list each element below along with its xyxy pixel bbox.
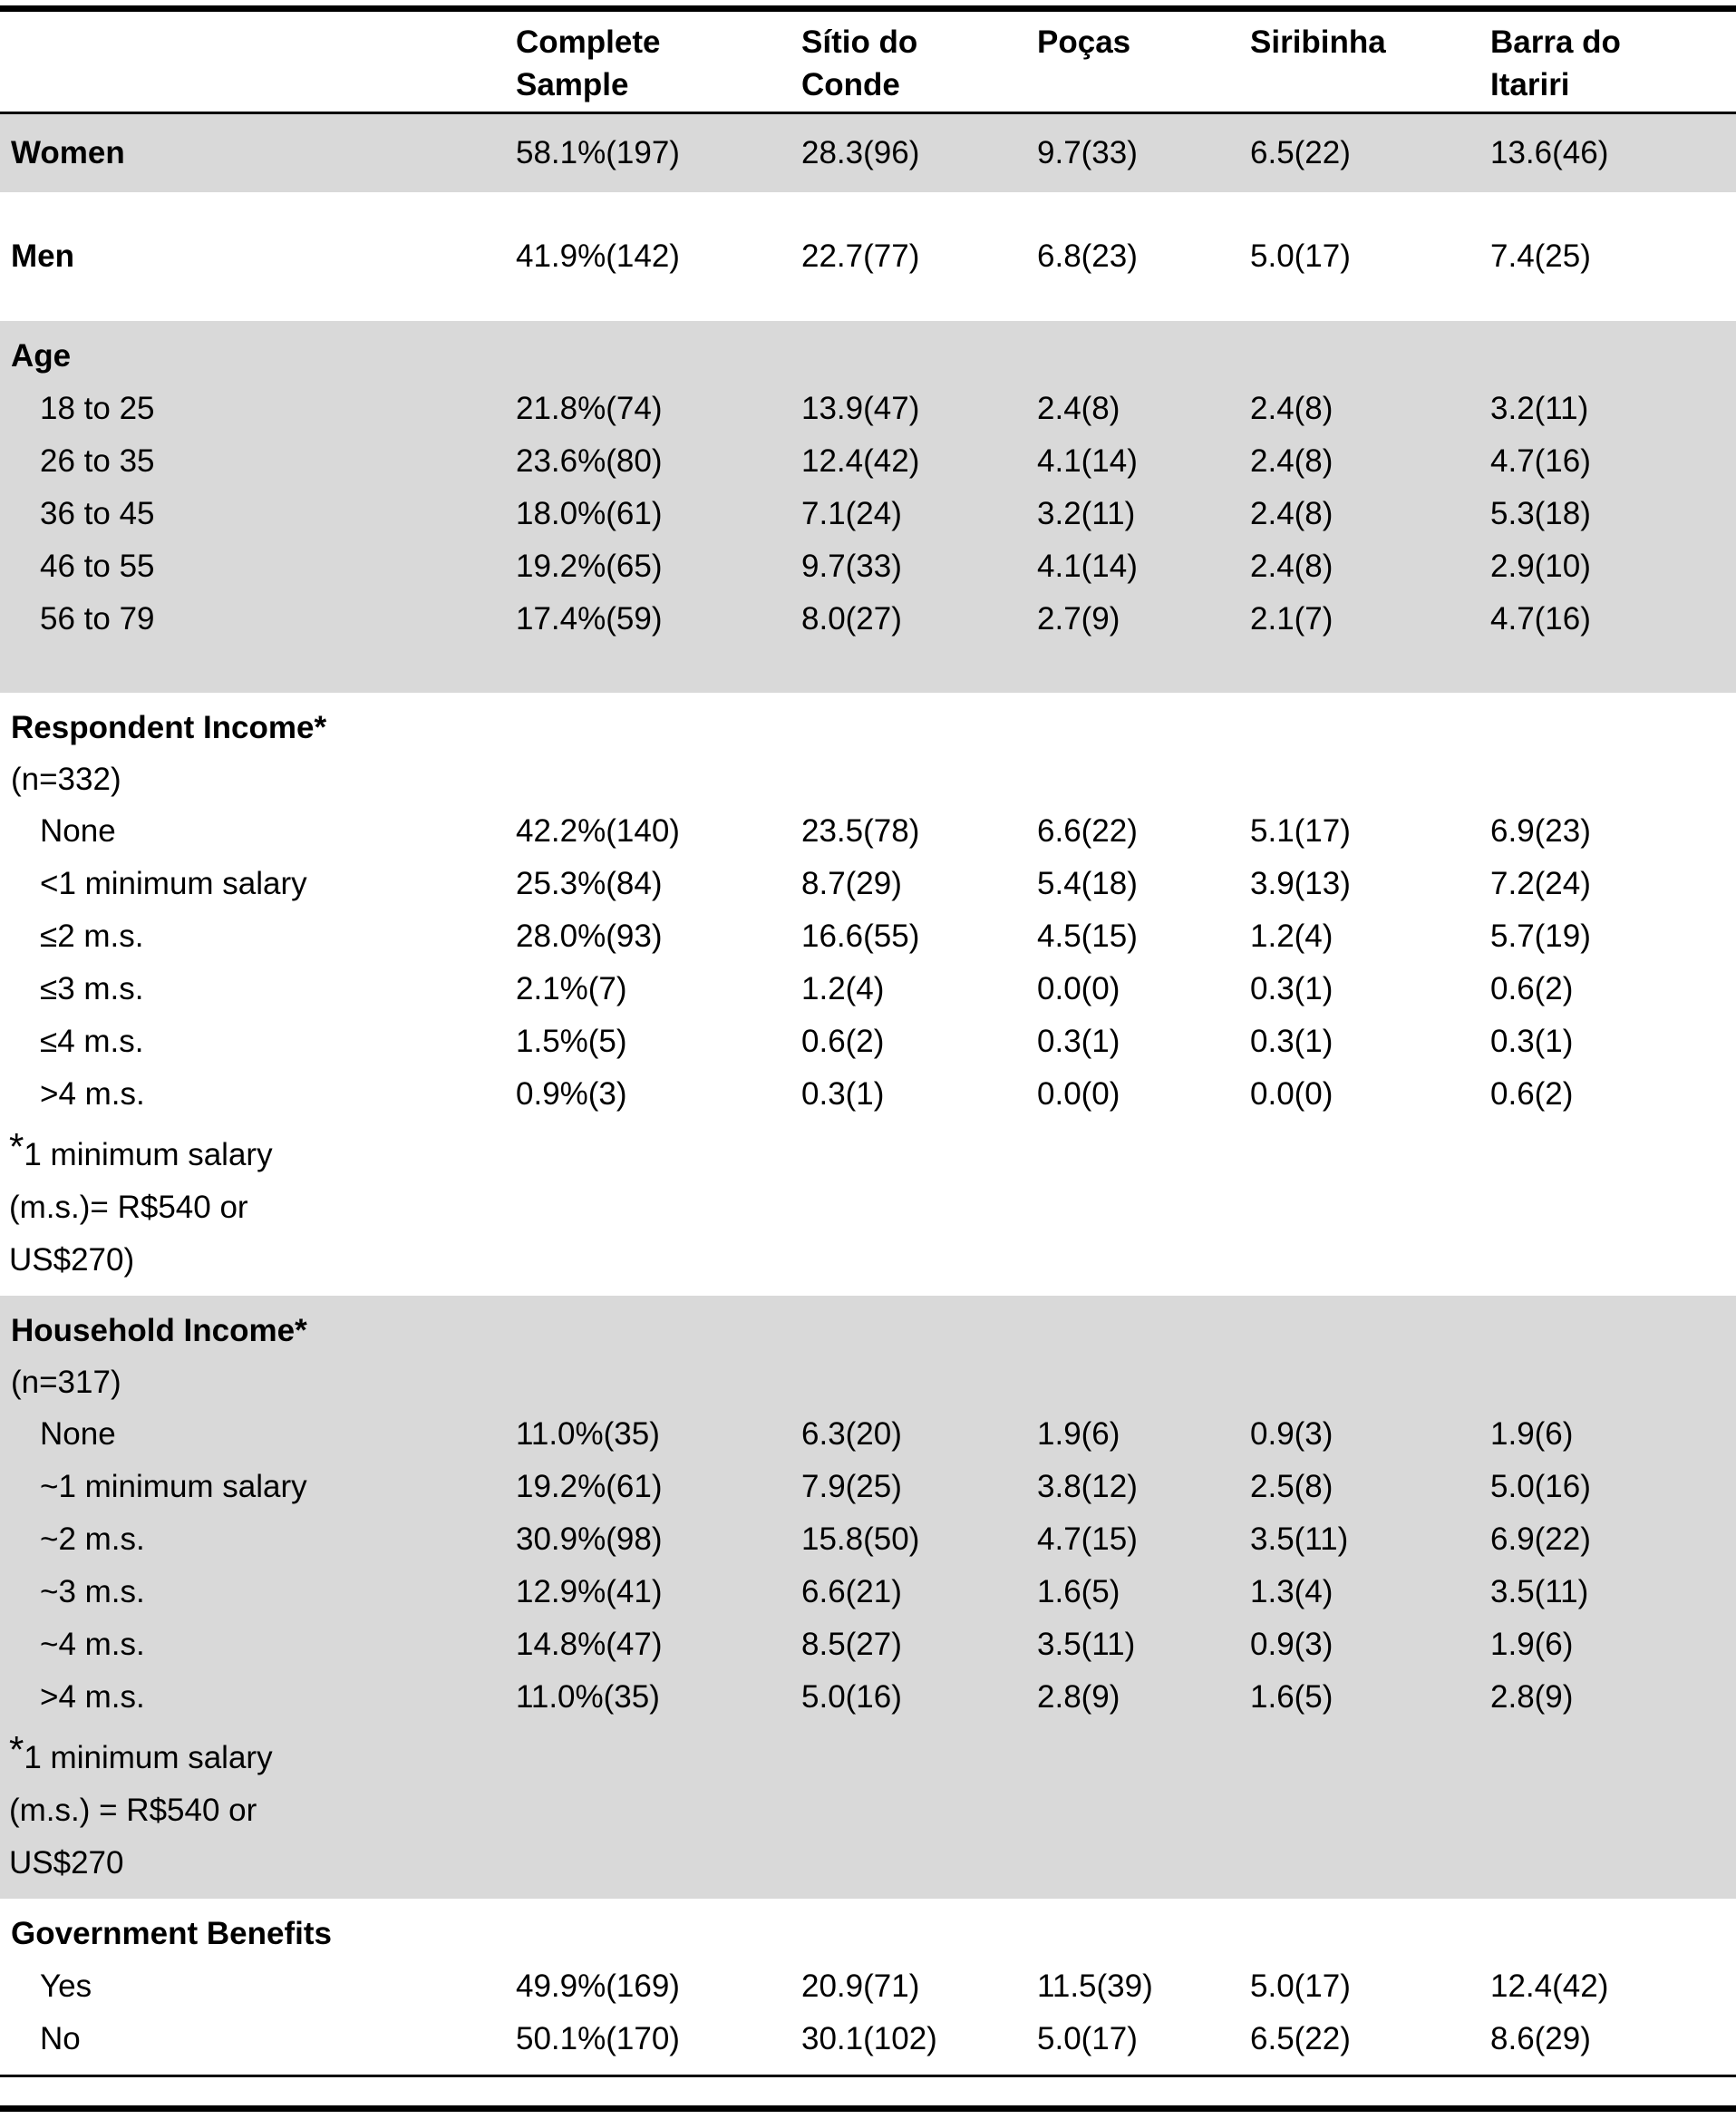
row-label: ~4 m.s.: [40, 1627, 145, 1662]
row-label: None: [40, 813, 116, 849]
cell-value: 3.2(11): [1037, 496, 1136, 531]
cell-value: 1.6(5): [1037, 1574, 1120, 1609]
cell-value: 0.3(1): [1037, 1024, 1120, 1059]
cell-value: 6.5(22): [1250, 135, 1351, 170]
cell-value: 8.6(29): [1490, 2021, 1591, 2056]
cell-value: 7.2(24): [1490, 866, 1591, 901]
cell-value: 0.9(3): [1250, 1627, 1334, 1662]
cell-value: 22.7(77): [801, 238, 920, 274]
table-row: [0, 910, 1736, 963]
cell-value: 3.8(12): [1037, 1469, 1138, 1504]
cell-value: 0.3(1): [1250, 1024, 1334, 1059]
table-row: [0, 127, 1736, 180]
cell-value: 2.9(10): [1490, 549, 1591, 584]
section-women: [0, 114, 1736, 192]
row-label: ~3 m.s.: [40, 1574, 145, 1609]
cell-value: 12.4(42): [801, 443, 920, 479]
cell-value: 1.6(5): [1250, 1679, 1334, 1715]
section-men: [0, 218, 1736, 296]
cell-value: 3.9(13): [1250, 866, 1351, 901]
row-label: >4 m.s.: [40, 1679, 145, 1715]
cell-value: 0.3(1): [801, 1076, 885, 1112]
cell-value: 6.9(22): [1490, 1521, 1591, 1557]
cell-value: 7.9(25): [801, 1469, 902, 1504]
table-row: [0, 230, 1736, 283]
row-label: 36 to 45: [40, 496, 155, 531]
cell-value: 1.9(6): [1490, 1627, 1574, 1662]
cell-value: 5.0(17): [1250, 1968, 1351, 2004]
table-row: [0, 383, 1736, 435]
cell-value: 13.6(46): [1490, 135, 1609, 170]
table-row: [0, 1068, 1736, 1121]
table-header: [0, 12, 1736, 114]
cell-value: 5.7(19): [1490, 919, 1591, 954]
cell-value: 6.9(23): [1490, 813, 1591, 849]
demographics-table: [0, 5, 1736, 2112]
cell-value: 2.8(9): [1037, 1679, 1120, 1715]
cell-value: 4.1(14): [1037, 443, 1138, 479]
column-header: Sítio do Conde: [801, 24, 918, 102]
row-label: 26 to 35: [40, 443, 155, 479]
cell-value: 4.1(14): [1037, 549, 1138, 584]
cell-value: 5.0(16): [1490, 1469, 1591, 1504]
cell-value: 19.2%(65): [516, 549, 663, 584]
cell-value: 14.8%(47): [516, 1627, 663, 1662]
cell-value: 2.7(9): [1037, 601, 1120, 637]
cell-value: 12.4(42): [1490, 1968, 1609, 2004]
cell-value: 5.1(17): [1250, 813, 1351, 849]
cell-value: 3.2(11): [1490, 391, 1589, 426]
section-subheader: (n=317): [11, 1365, 121, 1400]
cell-value: 2.4(8): [1250, 496, 1334, 531]
footnote-asterisk: *: [9, 1125, 24, 1168]
cell-value: 2.8(9): [1490, 1679, 1574, 1715]
footnote: [0, 1121, 1736, 1287]
cell-value: 0.0(0): [1037, 971, 1120, 1006]
cell-value: 49.9%(169): [516, 1968, 680, 2004]
row-label: Women: [11, 135, 125, 170]
cell-value: 4.7(16): [1490, 443, 1591, 479]
cell-value: 8.7(29): [801, 866, 902, 901]
cell-value: 2.4(8): [1250, 391, 1334, 426]
footnote-line: (m.s.)= R$540 or: [9, 1190, 248, 1225]
cell-value: 3.5(11): [1037, 1627, 1136, 1662]
cell-value: 0.6(2): [1490, 1076, 1574, 1112]
cell-value: 17.4%(59): [516, 601, 663, 637]
section-spacer: [0, 296, 1736, 321]
footnote-asterisk: *: [9, 1728, 24, 1771]
cell-value: 5.4(18): [1037, 866, 1138, 901]
table-row: [0, 805, 1736, 858]
cell-value: 25.3%(84): [516, 866, 663, 901]
cell-value: 2.4(8): [1250, 443, 1334, 479]
footnote-text: 1 minimum salary: [24, 1137, 273, 1172]
cell-value: 2.1(7): [1250, 601, 1334, 637]
cell-value: 28.0%(93): [516, 919, 663, 954]
cell-value: 2.5(8): [1250, 1469, 1334, 1504]
cell-value: 0.9(3): [1250, 1416, 1334, 1452]
cell-value: 4.7(16): [1490, 601, 1591, 637]
cell-value: 2.4(8): [1250, 549, 1334, 584]
cell-value: 23.6%(80): [516, 443, 663, 479]
cell-value: 15.8(50): [801, 1521, 920, 1557]
cell-value: 2.1%(7): [516, 971, 627, 1006]
cell-value: 0.0(0): [1037, 1076, 1120, 1112]
cell-value: 0.9%(3): [516, 1076, 627, 1112]
section-header: Government Benefits: [11, 1916, 332, 1951]
table-row: [0, 1016, 1736, 1068]
row-label: ≤3 m.s.: [40, 971, 144, 1006]
cell-value: 11.0%(35): [516, 1679, 660, 1715]
footnote-line: [9, 1126, 1736, 1181]
row-label: Men: [11, 238, 74, 274]
section-header: Household Income*: [11, 1313, 307, 1348]
row-label: 18 to 25: [40, 391, 155, 426]
cell-value: 41.9%(142): [516, 238, 680, 274]
cell-value: 42.2%(140): [516, 813, 680, 849]
cell-value: 23.5(78): [801, 813, 920, 849]
column-header: Siribinha: [1250, 24, 1386, 60]
column-header: Barra do Itariri: [1490, 24, 1621, 102]
cell-value: 5.3(18): [1490, 496, 1591, 531]
footnote-line: [9, 1729, 1736, 1784]
section-respondent-income: [0, 693, 1736, 1296]
cell-value: 9.7(33): [801, 549, 902, 584]
cell-value: 1.2(4): [1250, 919, 1334, 954]
cell-value: 3.5(11): [1490, 1574, 1589, 1609]
cell-value: 2.4(8): [1037, 391, 1120, 426]
cell-value: 0.6(2): [801, 1024, 885, 1059]
cell-value: 21.8%(74): [516, 391, 663, 426]
row-label: 56 to 79: [40, 601, 155, 637]
cell-value: 5.0(17): [1250, 238, 1351, 274]
table-row: [0, 488, 1736, 540]
row-label: <1 minimum salary: [40, 866, 307, 901]
cell-value: 30.1(102): [801, 2021, 937, 2056]
cell-value: 19.2%(61): [516, 1469, 663, 1504]
cell-value: 18.0%(61): [516, 496, 663, 531]
cell-value: 0.0(0): [1250, 1076, 1334, 1112]
section-household-income: [0, 1296, 1736, 1899]
row-label: None: [40, 1416, 116, 1452]
cell-value: 1.3(4): [1250, 1574, 1334, 1609]
row-label: ≤4 m.s.: [40, 1024, 144, 1059]
cell-value: 1.2(4): [801, 971, 885, 1006]
column-header: Complete Sample: [516, 24, 661, 102]
column-header: Poças: [1037, 24, 1131, 60]
row-label: 46 to 55: [40, 549, 155, 584]
cell-value: 13.9(47): [801, 391, 920, 426]
row-label: ~2 m.s.: [40, 1521, 145, 1557]
cell-value: 7.4(25): [1490, 238, 1591, 274]
row-label: >4 m.s.: [40, 1076, 145, 1112]
row-label: ≤2 m.s.: [40, 919, 144, 954]
cell-value: 5.0(17): [1037, 2021, 1138, 2056]
cell-value: 4.7(15): [1037, 1521, 1138, 1557]
cell-value: 0.3(1): [1250, 971, 1334, 1006]
footnote: [0, 1724, 1736, 1890]
cell-value: 6.3(20): [801, 1416, 902, 1452]
cell-value: 1.9(6): [1490, 1416, 1574, 1452]
section-header: Age: [11, 338, 72, 374]
table-row: [0, 1671, 1736, 1724]
cell-value: 6.5(22): [1250, 2021, 1351, 2056]
cell-value: 0.6(2): [1490, 971, 1574, 1006]
cell-value: 50.1%(170): [516, 2021, 680, 2056]
section-header: Respondent Income*: [11, 710, 327, 745]
section-subheader: (n=332): [11, 762, 121, 797]
footnote-text: 1 minimum salary: [24, 1740, 273, 1775]
cell-value: 11.5(39): [1037, 1968, 1153, 2004]
row-label: Yes: [40, 1968, 92, 2004]
table-body: [0, 114, 1736, 2075]
cell-value: 3.5(11): [1250, 1521, 1349, 1557]
table-row: [0, 1618, 1736, 1671]
cell-value: 28.3(96): [801, 135, 920, 170]
cell-value: 1.5%(5): [516, 1024, 627, 1059]
cell-value: 11.0%(35): [516, 1416, 660, 1452]
cell-value: 8.5(27): [801, 1627, 902, 1662]
section-spacer: [0, 192, 1736, 218]
cell-value: 58.1%(197): [516, 135, 680, 170]
table-row: [0, 858, 1736, 910]
row-label: ~1 minimum salary: [40, 1469, 307, 1504]
cell-value: 9.7(33): [1037, 135, 1138, 170]
cell-value: 8.0(27): [801, 601, 902, 637]
column-header-row: [0, 21, 1736, 106]
table-row: [0, 435, 1736, 488]
table-row: [0, 540, 1736, 593]
cell-value: 20.9(71): [801, 1968, 920, 2004]
table-row: [0, 1566, 1736, 1618]
cell-value: 12.9%(41): [516, 1574, 663, 1609]
footnote-line: US$270: [9, 1845, 124, 1881]
cell-value: 30.9%(98): [516, 1521, 663, 1557]
footnote-line: (m.s.) = R$540 or: [9, 1793, 257, 1828]
cell-value: 0.3(1): [1490, 1024, 1574, 1059]
cell-value: 6.6(21): [801, 1574, 902, 1609]
section-age: [0, 321, 1736, 693]
cell-value: 6.8(23): [1037, 238, 1138, 274]
section-government-benefits: [0, 1899, 1736, 2075]
cell-value: 5.0(16): [801, 1679, 902, 1715]
table-row: [0, 1513, 1736, 1566]
table-row: [0, 1461, 1736, 1513]
table-bottom-border: [0, 2105, 1736, 2112]
cell-value: 1.9(6): [1037, 1416, 1120, 1452]
table-row: [0, 593, 1736, 646]
cell-value: 6.6(22): [1037, 813, 1138, 849]
footnote-line: US$270): [9, 1242, 135, 1278]
table-bottom-rule: [0, 2075, 1736, 2105]
cell-value: 16.6(55): [801, 919, 920, 954]
table-row: [0, 1408, 1736, 1461]
table-row: [0, 1960, 1736, 2013]
cell-value: 7.1(24): [801, 496, 902, 531]
row-label: No: [40, 2021, 81, 2056]
cell-value: 4.5(15): [1037, 919, 1138, 954]
table-row: [0, 963, 1736, 1016]
table-row: [0, 2013, 1736, 2066]
